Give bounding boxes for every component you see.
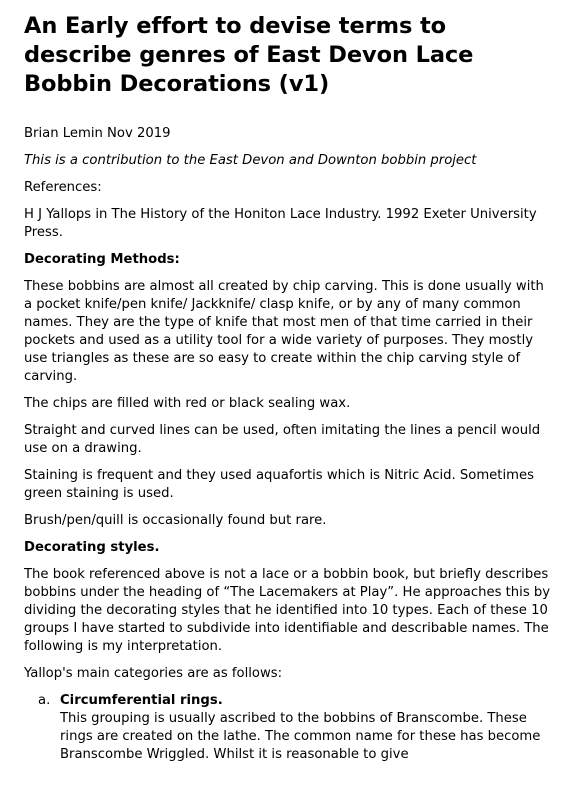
list-item (24, 692, 552, 764)
heading-decorating-methods: Decorating Methods: (24, 252, 180, 267)
list-item-body: This grouping is usually ascribed to the bobbins of Branscombe. These rings are created on the lathe. The common name for these has become Branscombe Wriggled. Whilst it is reasonable to give (60, 711, 541, 762)
intro-text: This is a contribution to the East Devon and Downton bobbin project (24, 153, 477, 168)
list-marker: a. (38, 693, 51, 708)
styles-paragraph: Yallop's main categories are as follows: (24, 666, 283, 681)
methods-paragraph: These bobbins are almost all created by chip carving. This is done usually with a pocket knife/pen knife/ Jackknife/ clasp knife, or by any of many common names. They are the type of knife that most men of that time carried in their pockets and used as a utility tool for a wide variety of purposes. They mostly use triangles as these are so easy to create within the chip carving style of carving. (24, 279, 544, 384)
author-date: Brian Lemin Nov 2019 (24, 126, 171, 141)
methods-paragraph: Staining is frequent and they used aquafortis which is Nitric Acid. Sometimes green staining is used. (24, 468, 534, 501)
references-label: References: (24, 180, 102, 195)
methods-paragraph: The chips are filled with red or black sealing wax. (24, 396, 351, 411)
styles-paragraph: The book referenced above is not a lace or a bobbin book, but briefly describes bobbins under the heading of “The Lacemakers at Play”. He approaches this by dividing the decorating styles that he identified into 10 types. Each of these 10 groups I have started to subdivide into identifiable and describable names. The following is my interpretation. (24, 567, 551, 654)
methods-paragraph: Brush/pen/quill is occasionally found but rare. (24, 513, 327, 528)
document-title: An Early effort to devise terms to describe genres of East Devon Lace Bobbin Decorations (v1) (24, 13, 474, 97)
category-list (24, 692, 552, 764)
list-item-title: Circumferential rings. (60, 693, 223, 708)
methods-paragraph: Straight and curved lines can be used, often imitating the lines a pencil would use on a drawing. (24, 423, 541, 456)
reference-item: H J Yallops in The History of the Honiton Lace Industry. 1992 Exeter University Press. (24, 207, 537, 240)
list-item-content (60, 692, 552, 764)
heading-decorating-styles: Decorating styles. (24, 540, 160, 555)
